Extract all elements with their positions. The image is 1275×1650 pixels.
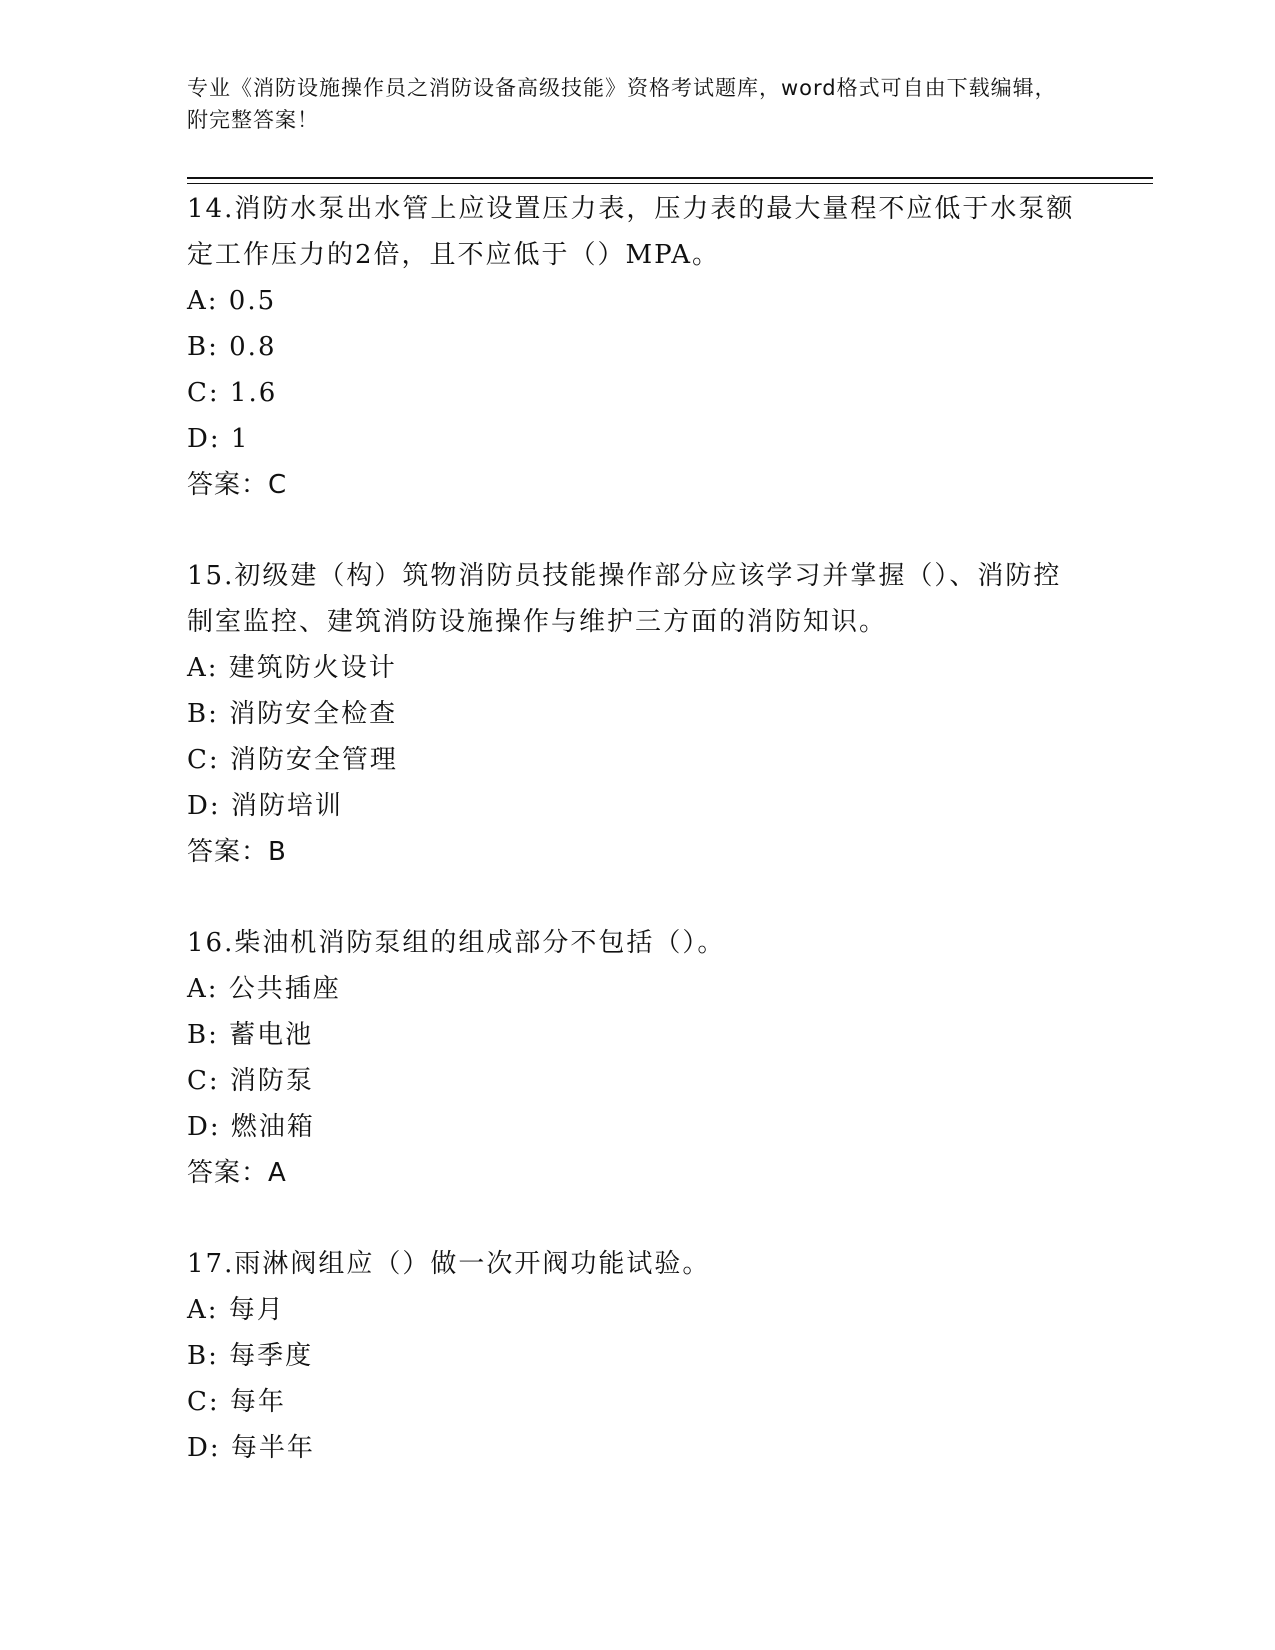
question-stem: 16.柴油机消防泵组的组成部分不包括（）。	[187, 928, 726, 958]
answer: 答案：A	[187, 1158, 287, 1188]
question-16	[187, 920, 1087, 1196]
question-stem: 15.初级建（构）筑物消防员技能操作部分应该学习并掌握（）、消防控制室监控、建筑消防设施操作与维护三方面的消防知识。	[187, 561, 1062, 637]
question-17	[187, 1241, 1087, 1471]
header-divider-thin	[187, 183, 1153, 184]
option-b: B: 每季度	[187, 1341, 314, 1371]
option-d: D: 1	[187, 424, 250, 454]
option-a: A: 0.5	[187, 286, 277, 316]
question-list	[187, 186, 1087, 1516]
option-b: B: 消防安全检查	[187, 699, 398, 729]
answer: 答案：C	[187, 470, 288, 500]
option-a: A: 每月	[187, 1295, 285, 1325]
option-c: C: 每年	[187, 1387, 286, 1417]
option-a: A: 公共插座	[187, 974, 341, 1004]
option-b: B: 0.8	[187, 332, 277, 362]
option-d: D: 消防培训	[187, 791, 343, 821]
document-header: 专业《消防设施操作员之消防设备高级技能》资格考试题库，word格式可自由下载编辑，附完整答案！	[187, 76, 1057, 132]
question-15	[187, 553, 1087, 875]
option-c: C: 消防泵	[187, 1066, 314, 1096]
option-b: B: 蓄电池	[187, 1020, 314, 1050]
option-a: A: 建筑防火设计	[187, 653, 397, 683]
question-stem: 17.雨淋阀组应（）做一次开阀功能试验。	[187, 1249, 711, 1279]
option-c: C: 1.6	[187, 378, 278, 408]
header-divider-thick	[187, 177, 1153, 179]
option-c: C: 消防安全管理	[187, 745, 398, 775]
option-d: D: 每半年	[187, 1433, 315, 1463]
question-stem: 14.消防水泵出水管上应设置压力表，压力表的最大量程不应低于水泵额定工作压力的2倍，且不应低于（）MPA。	[187, 194, 1075, 270]
question-14	[187, 186, 1087, 508]
option-d: D: 燃油箱	[187, 1112, 315, 1142]
answer: 答案：B	[187, 837, 287, 867]
